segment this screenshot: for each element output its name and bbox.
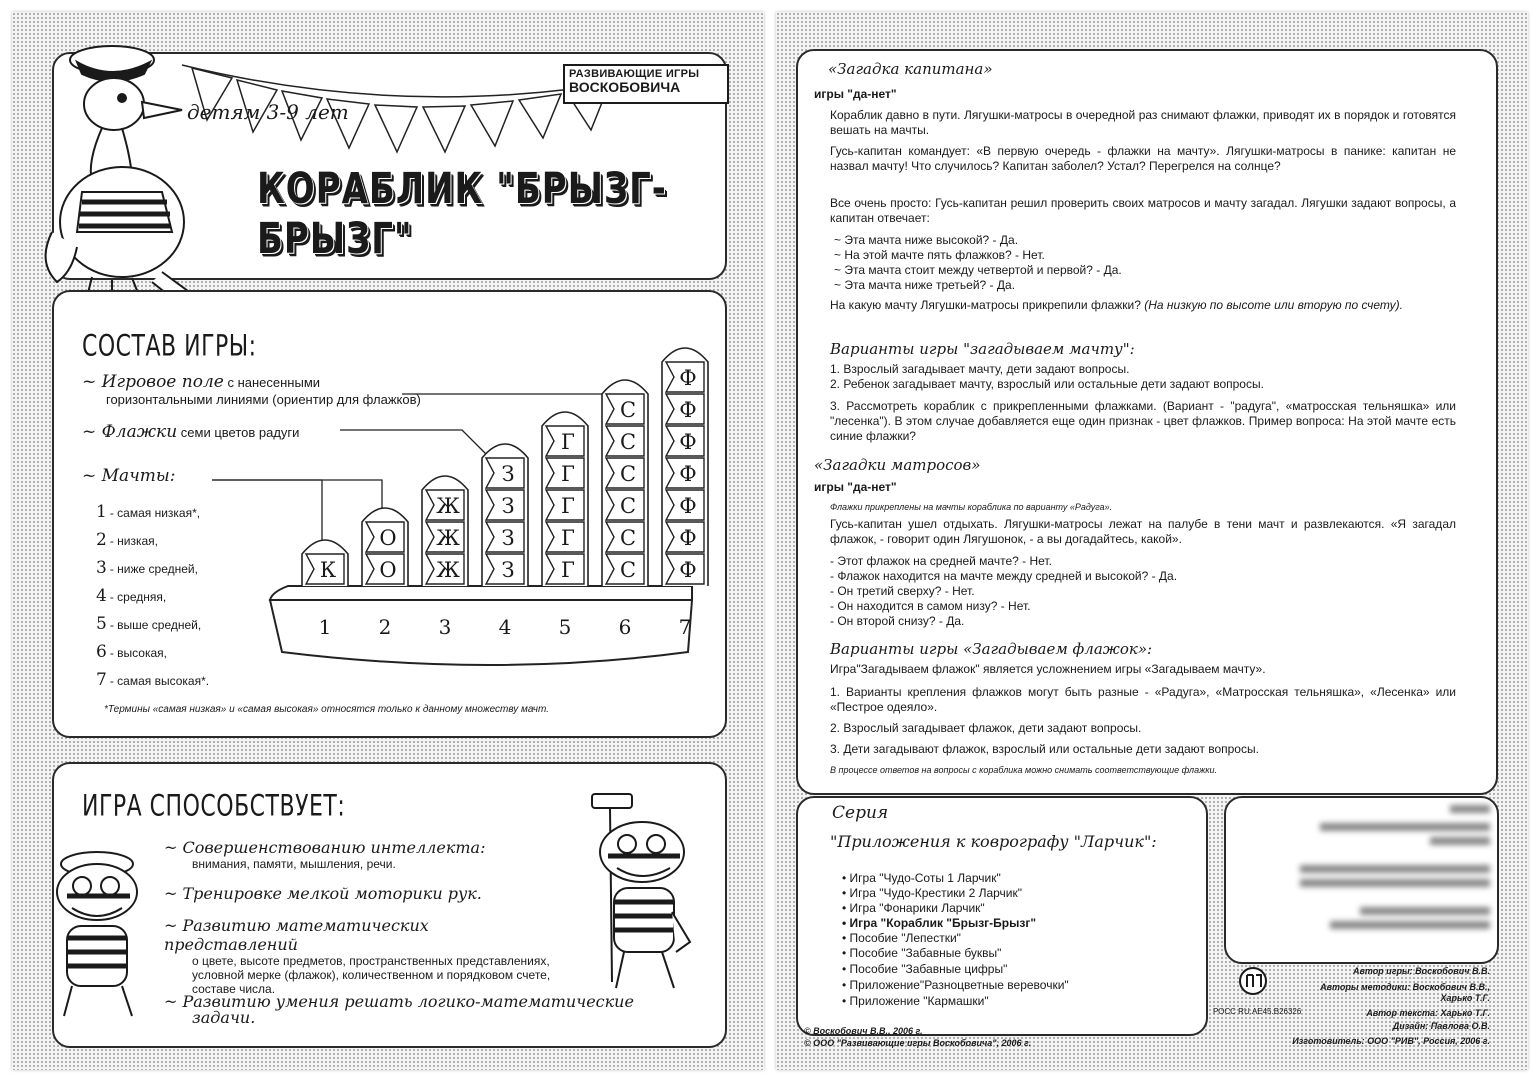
mast-pointer-line [212,480,322,544]
certification-mark-icon [1238,966,1268,996]
frog-sailor-illustration [42,842,152,1022]
mast-list-item: 6 - высокая, [96,642,167,662]
flag-letter: Г [561,430,575,454]
series-list-item: • Приложение "Кармашки" [842,994,989,1008]
credits-method-authors: Авторы методики: Воскобович В.В., [1320,982,1490,992]
riddle2-type: игры "да-нет" [814,480,897,494]
variants1-item: 1. Взрослый загадывает мачту, дети задают вопросы. [830,362,1130,376]
copyright-line-1: © Воскобович В.В., 2006 г. [804,1026,923,1036]
flag-letter: Г [561,462,575,486]
flag-letter: О [379,558,397,582]
riddle1-question: На какую мачту Лягушки-матросы прикрепили флажки? (На низкую по высоте или вторую по счету). [830,298,1403,312]
flag-letter: С [619,526,637,550]
variants2-item: 3. Дети загадывают флажок, взрослый или остальные дети задают вопросы. [830,742,1259,756]
riddle1-qa-line: ~ Эта мачта ниже третьей? - Да. [834,278,1016,292]
field-head: ~ Игровое поле [82,372,224,392]
benefit-item: ~ Развитию умения решать логико-математические задачи. [164,992,634,1027]
mast-list-item: 3 - ниже средней, [96,558,198,578]
series-list-item: • Игра "Фонарики Ларчик" [842,901,985,915]
riddle2-paragraph: Гусь-капитан ушел отдыхать. Лягушки-матросы лежат на палубе в тени мачт и развлекаются. «Я загадал флажок, - говорит один Лягушонок, - а вы догадайтесь, какой». [830,517,1456,546]
credits-method-authors-2: Харько Т.Г. [1440,993,1490,1003]
flag-letter: Ф [679,462,697,486]
riddle2-qa-line: - Этот флажок на средней мачте? - Нет. [830,554,1052,568]
series-list-item: • Игра "Чудо-Соты 1 Ларчик" [842,871,1001,885]
blurred-contacts [1300,805,1490,935]
mast-list-item: 4 - средняя, [96,586,167,606]
left-page [12,12,764,1070]
credits-design: Дизайн: Павлова О.В. [1392,1021,1490,1031]
riddle1-paragraph-3: Все очень просто: Гусь-капитан решил проверить своих матросов и мачту загадал. Лягушки задают вопросы, а капитан отвечает: [830,196,1456,225]
riddle1-answer: (На низкую по высоте или вторую по счету). [1144,298,1403,312]
series-list-item: • Игра "Чудо-Крестики 2 Ларчик" [842,886,1023,900]
flag-letter: Г [561,526,575,550]
flag-letter: Г [561,494,575,518]
ship-deck [270,586,692,600]
flag-letter: Ф [679,398,697,422]
ship-diagram [192,342,712,672]
masts-item [82,468,175,485]
flag-letter: К [319,558,337,582]
flags-text: семи цветов радуги [180,425,300,440]
field-text-1: с нанесенными [227,375,321,390]
flag-letter: С [619,558,637,582]
footnote: *Термины «самая низкая» и «самая высокая» относятся только к данному множеству мачт. [104,704,549,715]
flag-letter: Ф [679,526,697,550]
riddle2-note: Флажки прикреплены на мачты кораблика по варианту «Радуга». [830,502,1113,512]
variants1-title: Варианты игры "загадываем мачту": [830,340,1135,358]
mast-number: 3 [438,615,452,639]
variants2-title: Варианты игры «Загадываем флажок»: [830,640,1153,658]
composition-title: СОСТАВ ИГРЫ: [82,330,257,364]
flag-letter: Ф [679,494,697,518]
credits-text-author: Автор текста: Харько Т.Г. [1366,1008,1490,1018]
riddle2-qa-line: - Он находится в самом низу? - Нет. [830,599,1031,613]
age-label: детям 3-9 лет [187,100,349,124]
flag-letter: Ж [436,558,460,582]
riddle1-qa-line: ~ Эта мачта ниже высокой? - Да. [834,233,1019,247]
variants1-item: 3. Рассмотреть кораблик с прикрепленными флажками. (Вариант - "радуга", «матросская тельняшка» или "лесенка"). В этом случае добавляется еще один признак - цвет флажков. Пример вопроса: На этой мачте есть синие флажки? [830,399,1456,443]
variants2-item: 1. Варианты крепления флажков могут быть разные - «Радуга», «Матросская тельняшка», «Лесенка» или «Пестрое одеяло». [830,685,1456,714]
credits-game-author: Автор игры: Воскобович В.В. [1353,966,1490,976]
flag-letter: З [501,494,515,518]
mast-list-item: 5 - выше средней, [96,614,202,634]
mast-number: 5 [558,615,572,639]
mast-number: 4 [498,615,512,639]
flag-letter: Ф [679,430,697,454]
mast-list-item: 7 - самая высокая*. [96,670,210,690]
benefit-item: ~ Совершенствованию интеллекта: внимания, памяти, мышления, речи. [164,838,486,871]
mast-list-item: 2 - низкая, [96,530,159,550]
mast-number: 6 [618,615,632,639]
riddle1-type: игры "да-нет" [814,87,897,101]
mast-number: 2 [378,615,392,639]
flag-letter: Ж [436,494,460,518]
flag-letter: С [619,462,637,486]
series-label: Серия [832,803,889,823]
flag-pointer-line [340,430,492,460]
game-title: КОРАБЛИК "БРЫЗГ-БРЫЗГ" [257,164,667,264]
mast-number: 1 [318,615,332,639]
benefit-item: ~ Развитию математических представлений о цвете, высоте предметов, пространственных представлениях, условной мерке (флажок), количественном и порядковом счете, составе числа. [164,916,551,996]
flag-letter: З [501,462,515,486]
flag-letter: О [379,526,397,550]
flag-letter: С [619,398,637,422]
riddle1-qa-line: ~ На этой мачте пять флажков? - Нет. [834,248,1045,262]
riddle2-qa-line: - Он второй снизу? - Да. [830,614,965,628]
masts-head: ~ Мачты: [82,466,176,486]
closing-note: В процессе ответов на вопросы с кораблика можно снимать соответствующие флажки. [830,765,1218,775]
flag-letter: С [619,494,637,518]
flag-letter: С [619,430,637,454]
variants2-item: 2. Взрослый загадывает флажок, дети задают вопросы. [830,721,1142,735]
brand-line-1: РАЗВИВАЮЩИЕ ИГРЫ [569,68,700,80]
variants1-item: 2. Ребенок загадывает мачту, взрослый или остальные дети задают вопросы. [830,377,1264,391]
credits-maker: Изготовитель: ООО "РИВ", Россия, 2006 г. [1292,1036,1490,1046]
riddle1-qa-line: ~ Эта мачта стоит между четвертой и первой? - Да. [834,263,1122,277]
flag-letter: Ф [679,558,697,582]
riddle1-paragraph-1: Кораблик давно в пути. Лягушки-матросы в очередной раз снимают флажки, приводят их в порядок и готовятся вешать на мачты. [830,108,1456,137]
flag-letter: Ж [436,526,460,550]
riddle2-title: «Загадки матросов» [814,456,981,474]
mast-number: 7 [678,615,692,639]
frog-sailor-broom-illustration [572,792,702,1002]
riddle2-qa-line: - Он третий сверху? - Нет. [830,584,975,598]
riddle1-title: «Загадка капитана» [828,60,993,78]
series-list-item: • Пособие "Забавные буквы" [842,946,1002,960]
brand-logo [563,64,729,104]
series-list-item: • Приложение"Разноцветные веревочки" [842,978,1069,992]
brand-line-2: ВОСКОБОВИЧА [569,79,681,95]
series-list-item: • Пособие "Лепестки" [842,931,961,945]
flag-letter: З [501,558,515,582]
riddle1-paragraph-2: Гусь-капитан командует: «В первую очередь - флажки на мачту». Лягушки-матросы в панике: капитан не назвал мачту! Что случилось? Капитан заболел? Устал? Перегрелся на солнце? [830,144,1456,173]
benefits-title: ИГРА СПОСОБСТВУЕТ: [82,790,346,824]
goose-captain-illustration [32,32,207,302]
series-list-item: • Пособие "Забавные цифры" [842,962,1008,976]
flag-letter: Ф [679,366,697,390]
mast-pointer-line [212,480,382,516]
certificate-number: РОСС RU.AE45.B26326 [1213,1007,1302,1016]
series-title: "Приложения к коврографу "Ларчик": [830,832,1157,851]
riddle2-qa-line: - Флажок находится на мачте между средней и высокой? - Да. [830,569,1178,583]
field-text-2: горизонтальными линиями (ориентир для флажков) [106,392,421,407]
benefit-item: ~ Тренировке мелкой моторики рук. [164,884,482,903]
series-list-item-current: • Игра "Кораблик "Брызг-Брызг" [842,916,1037,930]
flag-letter: Г [561,558,575,582]
mast-list-item: 1 - самая низкая*, [96,502,201,522]
copyright-line-2: © ООО "Развивающие игры Воскобовича", 2006 г. [804,1038,1032,1048]
flag-letter: З [501,526,515,550]
variants2-intro: Игра"Загадываем флажок" является усложнением игры «Загадываем мачту». [830,662,1266,676]
flags-head: ~ Флажки [82,422,178,442]
